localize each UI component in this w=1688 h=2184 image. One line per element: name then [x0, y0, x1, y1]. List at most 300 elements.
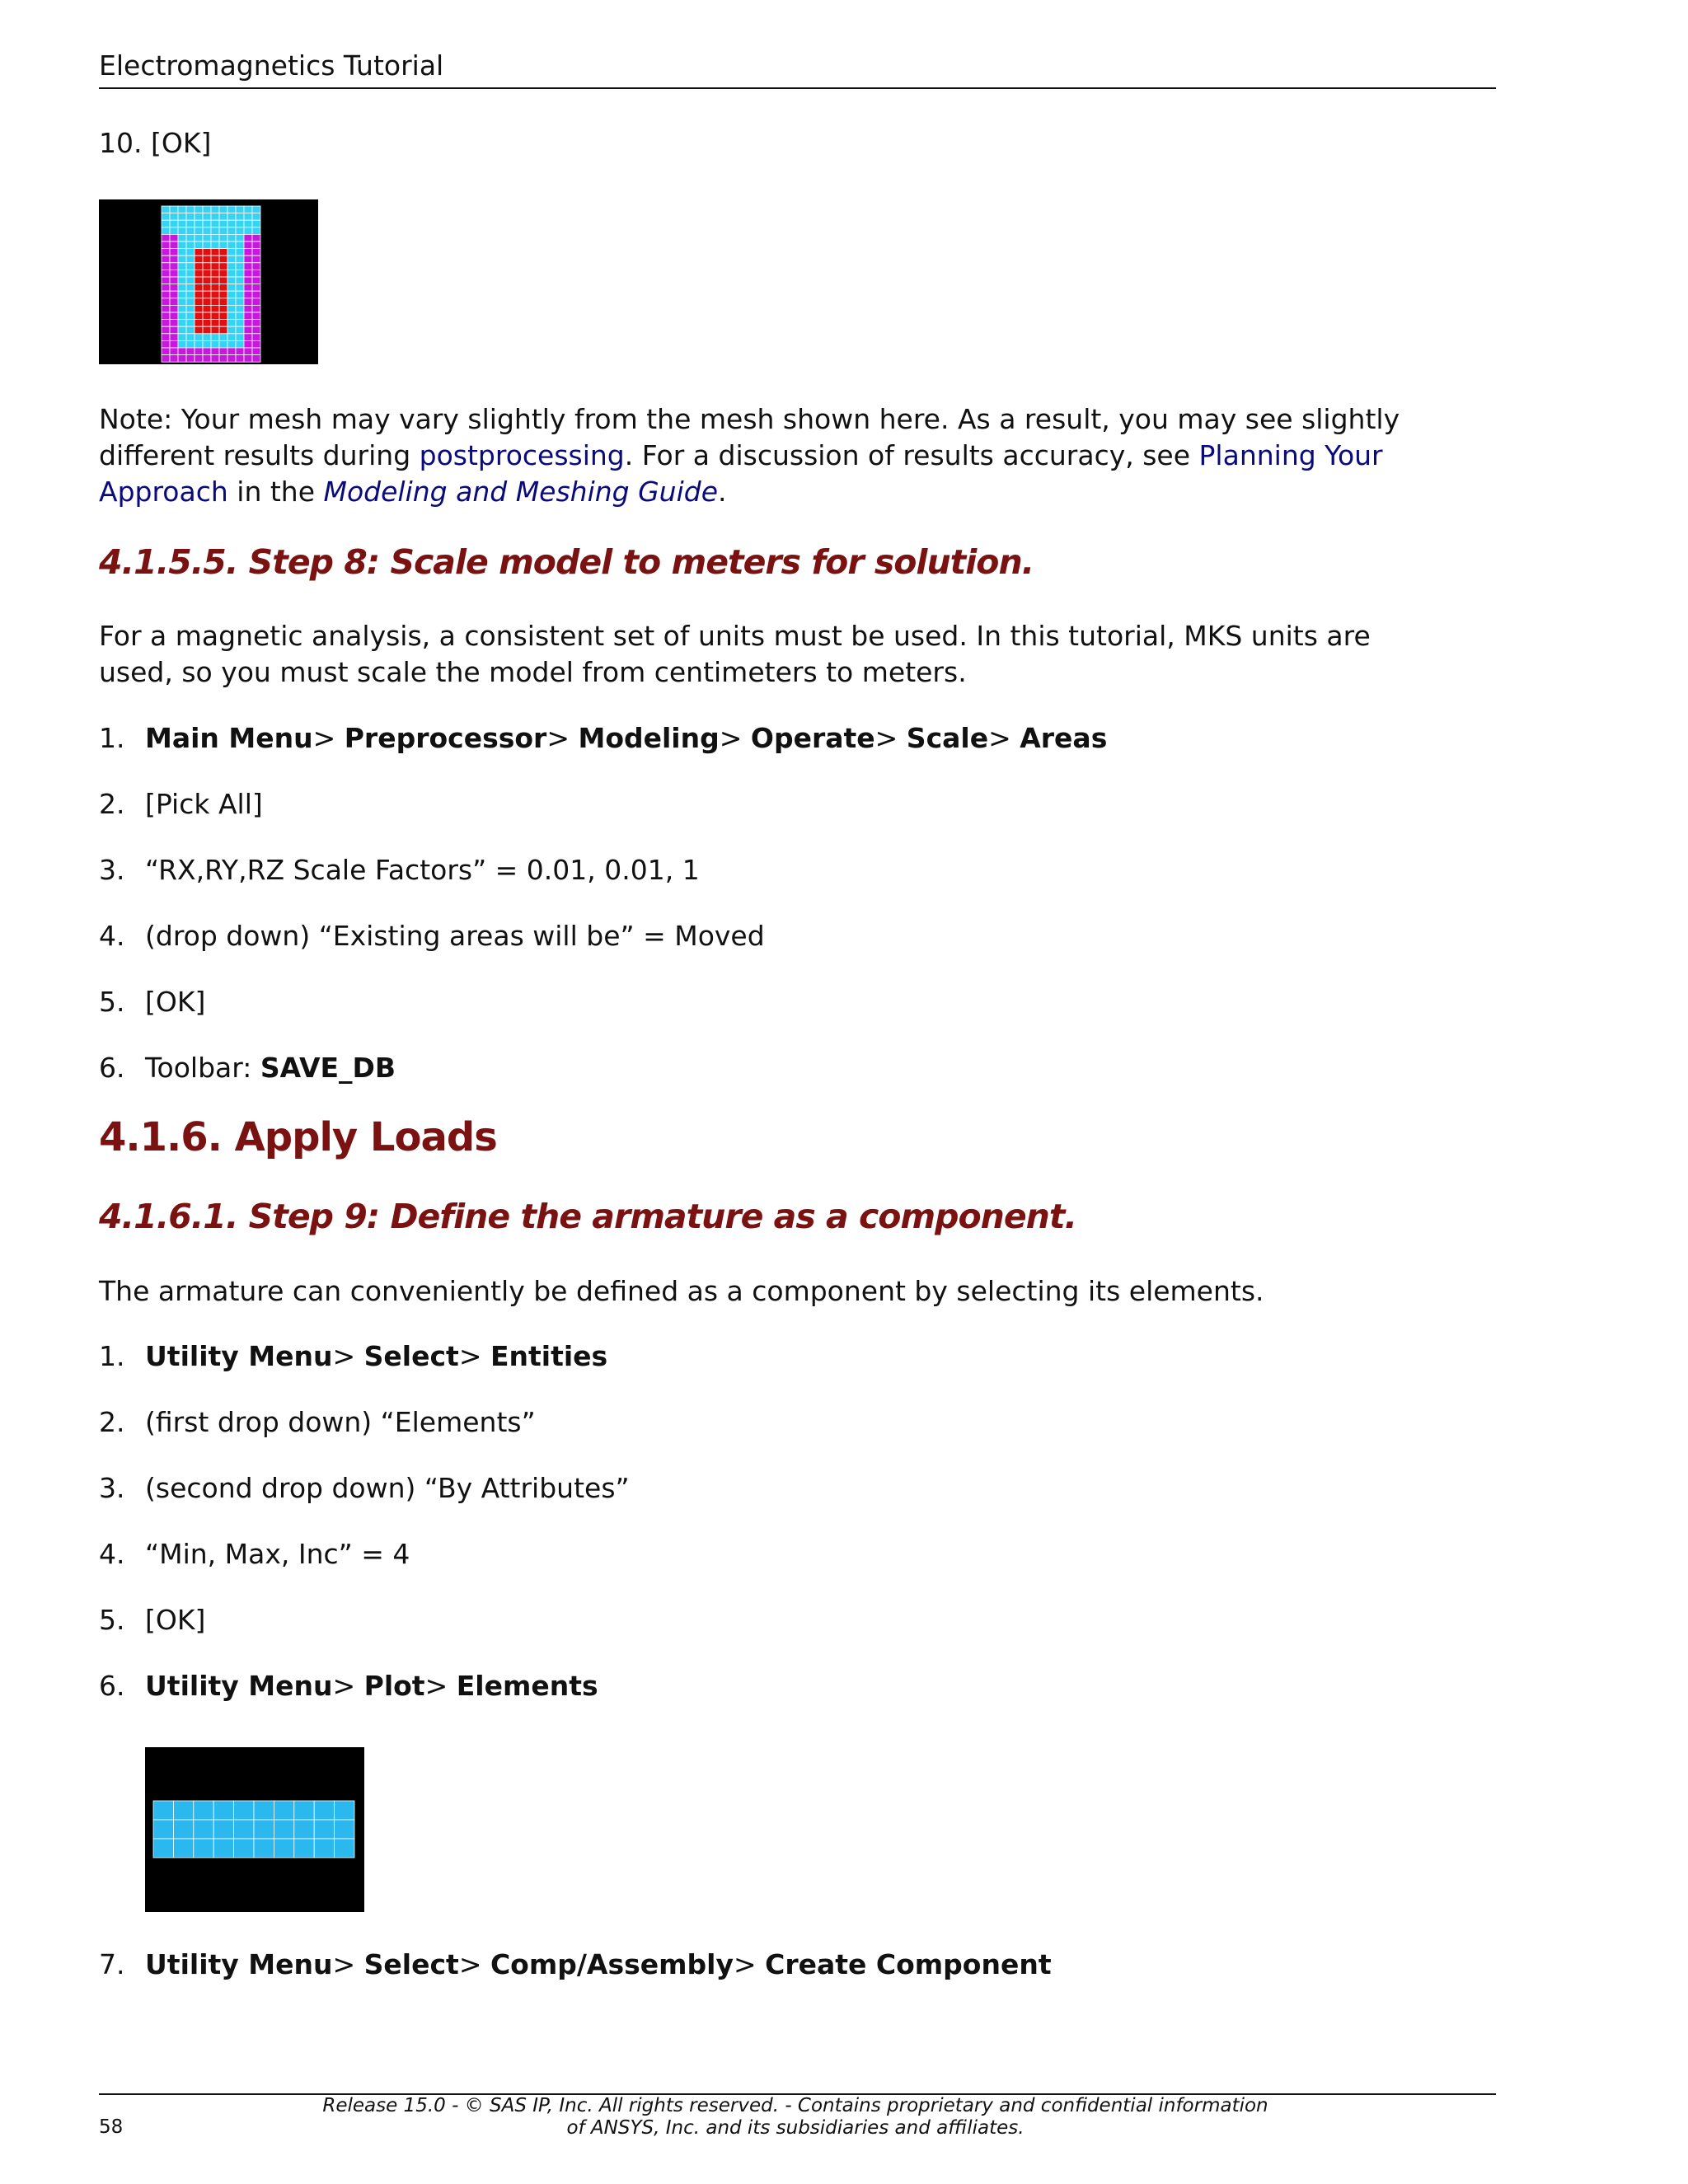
mesh-element — [219, 348, 227, 355]
mesh-element — [211, 298, 219, 306]
footer-notice — [247, 2095, 1343, 2139]
mesh-element — [170, 227, 178, 235]
mesh-element — [203, 348, 211, 355]
mesh-element — [186, 320, 195, 327]
mesh-element — [162, 326, 170, 334]
page-number: 58 — [99, 2116, 124, 2138]
mesh-element — [227, 334, 236, 341]
mesh-element — [236, 263, 244, 270]
mesh-element — [203, 249, 211, 256]
step-number: 4. — [99, 920, 125, 952]
menu-item: Areas — [1020, 722, 1108, 754]
armature-element — [153, 1820, 173, 1839]
step-text: (second drop down) “By Attributes” — [145, 1472, 630, 1504]
step-text: “RX,RY,RZ Scale Factors” = 0.01, 0.01, 1 — [145, 854, 700, 886]
mesh-element — [195, 241, 203, 249]
armature-element — [274, 1820, 293, 1839]
mesh-element — [195, 220, 203, 227]
armature-element — [254, 1839, 274, 1858]
mesh-element — [162, 227, 170, 235]
mesh-element — [236, 340, 244, 348]
note-text-2: . For a discussion of results accuracy, see — [624, 439, 1199, 471]
step-number: 5. — [99, 986, 125, 1018]
mesh-element — [203, 291, 211, 298]
mesh-element — [211, 340, 219, 348]
top-step: 10. [OK] — [99, 127, 212, 159]
mesh-element — [162, 334, 170, 341]
mesh-element — [178, 269, 186, 277]
mesh-element — [186, 298, 195, 306]
mesh-element — [227, 206, 236, 213]
mesh-element — [203, 277, 211, 284]
mesh-element — [170, 220, 178, 227]
mesh-element — [211, 305, 219, 312]
mesh-element — [244, 234, 252, 241]
step-text: (drop down) “Existing areas will be” = Moved — [145, 920, 765, 952]
mesh-element — [162, 263, 170, 270]
mesh-element — [186, 348, 195, 355]
mesh-element — [203, 263, 211, 270]
mesh-element — [244, 320, 252, 327]
mesh-element — [252, 255, 260, 263]
mesh-element — [252, 234, 260, 241]
mesh-element — [244, 334, 252, 341]
menu-path — [145, 722, 1107, 754]
menu-item: Elements — [456, 1670, 598, 1702]
mesh-element — [211, 269, 219, 277]
menu-sep: > — [458, 1948, 490, 1980]
mesh-element — [219, 320, 227, 327]
mesh-element — [178, 355, 186, 363]
mesh-element — [170, 249, 178, 256]
menu-sep: > — [733, 1948, 766, 1980]
armature-element — [213, 1839, 233, 1858]
mesh-element — [244, 305, 252, 312]
mesh-element — [219, 263, 227, 270]
mesh-element — [195, 263, 203, 270]
mesh-element — [252, 291, 260, 298]
mesh-element — [227, 320, 236, 327]
mesh-element — [170, 312, 178, 320]
mesh-element — [162, 298, 170, 306]
armature-element — [314, 1820, 334, 1839]
mesh-element — [252, 241, 260, 249]
menu-sep: > — [874, 722, 907, 754]
mesh-element — [162, 305, 170, 312]
mesh-element — [195, 213, 203, 221]
mesh-element — [244, 277, 252, 284]
mesh-element — [252, 305, 260, 312]
menu-item: Comp/Assembly — [490, 1948, 734, 1980]
mesh-element — [186, 284, 195, 292]
mesh-element — [203, 334, 211, 341]
mesh-element — [219, 206, 227, 213]
mesh-element — [178, 348, 186, 355]
mesh-element — [244, 348, 252, 355]
mesh-element — [203, 234, 211, 241]
mesh-element — [178, 340, 186, 348]
mesh-element — [236, 255, 244, 263]
menu-path — [145, 1340, 607, 1372]
mesh-element — [236, 291, 244, 298]
mesh-element — [211, 326, 219, 334]
mesh-element — [219, 312, 227, 320]
menu-item: Preprocessor — [344, 722, 547, 754]
armature-element — [294, 1820, 314, 1839]
mesh-element — [178, 284, 186, 292]
mesh-element — [162, 312, 170, 320]
mesh-element — [211, 284, 219, 292]
mesh-element — [252, 206, 260, 213]
footer-line-2: of ANSYS, Inc. and its subsidiaries and affiliates. — [566, 2117, 1025, 2139]
mesh-element — [211, 249, 219, 256]
mesh-element — [219, 277, 227, 284]
armature-element — [274, 1801, 293, 1820]
menu-item: Create Component — [765, 1948, 1052, 1980]
note-text-4: . — [718, 476, 727, 508]
mesh-element — [244, 340, 252, 348]
mesh-element — [252, 326, 260, 334]
mesh-element — [170, 334, 178, 341]
mesh-element — [244, 249, 252, 256]
mesh-element — [236, 241, 244, 249]
mesh-element — [252, 340, 260, 348]
menu-item: Select — [363, 1948, 459, 1980]
armature-element — [274, 1839, 293, 1858]
mesh-element — [203, 241, 211, 249]
mesh-element — [203, 227, 211, 235]
armature-element — [335, 1839, 354, 1858]
armature-element — [234, 1801, 254, 1820]
mesh-element — [252, 277, 260, 284]
armature-element — [194, 1839, 213, 1858]
armature-element — [194, 1801, 213, 1820]
step-text: [Pick All] — [145, 788, 263, 820]
menu-sep: > — [312, 722, 345, 754]
mesh-element — [186, 220, 195, 227]
mesh-element — [195, 269, 203, 277]
step-number: 6. — [99, 1670, 125, 1702]
mesh-element — [186, 326, 195, 334]
menu-sep: > — [332, 1340, 364, 1372]
mesh-element — [227, 355, 236, 363]
menu-sep: > — [988, 722, 1020, 754]
mesh-element — [195, 206, 203, 213]
armature-element — [234, 1839, 254, 1858]
mesh-element — [244, 241, 252, 249]
mesh-element — [219, 291, 227, 298]
mesh-element — [244, 291, 252, 298]
step-number: 3. — [99, 1472, 125, 1504]
mesh-element — [236, 305, 244, 312]
menu-item: Utility Menu — [145, 1948, 333, 1980]
mesh-element — [170, 291, 178, 298]
mesh-element — [236, 220, 244, 227]
mesh-element — [195, 340, 203, 348]
step-number: 1. — [99, 1340, 125, 1372]
mesh-element — [219, 340, 227, 348]
mesh-element — [244, 284, 252, 292]
mesh-element — [170, 284, 178, 292]
mesh-element — [236, 334, 244, 341]
step-number: 3. — [99, 854, 125, 886]
mesh-element — [203, 206, 211, 213]
running-header: Electromagnetics Tutorial — [99, 49, 444, 82]
mesh-element — [252, 263, 260, 270]
mesh-element — [252, 312, 260, 320]
mesh-element — [236, 269, 244, 277]
mesh-element — [219, 355, 227, 363]
mesh-element — [178, 213, 186, 221]
mesh-element — [211, 227, 219, 235]
mesh-element — [203, 269, 211, 277]
mesh-element — [195, 255, 203, 263]
mesh-element — [227, 284, 236, 292]
mesh-element — [162, 213, 170, 221]
step-text: “Min, Max, Inc” = 4 — [145, 1538, 410, 1570]
mesh-element — [227, 241, 236, 249]
mesh-element — [219, 255, 227, 263]
mesh-element — [170, 348, 178, 355]
mesh-element — [227, 255, 236, 263]
mesh-element — [244, 298, 252, 306]
armature-element — [213, 1820, 233, 1839]
mesh-element — [219, 234, 227, 241]
mesh-element — [227, 291, 236, 298]
mesh-element — [162, 284, 170, 292]
armature-element — [254, 1820, 274, 1839]
mesh-element — [186, 291, 195, 298]
modeling-guide-link[interactable]: Modeling and Meshing Guide — [323, 476, 718, 508]
mesh-element — [252, 334, 260, 341]
mesh-element — [219, 227, 227, 235]
mesh-element — [203, 312, 211, 320]
mesh-element — [236, 355, 244, 363]
mesh-element — [211, 213, 219, 221]
mesh-element — [227, 277, 236, 284]
mesh-element — [162, 255, 170, 263]
mesh-element — [227, 227, 236, 235]
menu-item: Modeling — [578, 722, 720, 754]
step-number: 2. — [99, 1406, 125, 1438]
mesh-element — [236, 320, 244, 327]
menu-item: Plot — [363, 1670, 425, 1702]
step-number: 4. — [99, 1538, 125, 1570]
mesh-element — [252, 348, 260, 355]
footer-line-1: Release 15.0 - © SAS IP, Inc. All rights reserved. - Contains proprietary and confidential information — [322, 2095, 1268, 2116]
save-db-label: SAVE_DB — [260, 1052, 396, 1084]
mesh-element — [211, 291, 219, 298]
mesh-element — [178, 220, 186, 227]
mesh-element — [236, 234, 244, 241]
armature-plot — [145, 1747, 364, 1912]
armature-element — [173, 1801, 193, 1820]
mesh-element — [162, 291, 170, 298]
mesh-element — [195, 277, 203, 284]
mesh-element — [195, 312, 203, 320]
mesh-element — [178, 227, 186, 235]
mesh-element — [211, 255, 219, 263]
mesh-element — [170, 277, 178, 284]
mesh-element — [178, 305, 186, 312]
mesh-element — [170, 234, 178, 241]
mesh-element — [186, 213, 195, 221]
mesh-element — [195, 326, 203, 334]
mesh-element — [227, 305, 236, 312]
mesh-element — [170, 269, 178, 277]
mesh-element — [162, 234, 170, 241]
mesh-element — [252, 298, 260, 306]
mesh-element — [236, 326, 244, 334]
mesh-element — [219, 305, 227, 312]
menu-item: Utility Menu — [145, 1670, 333, 1702]
menu-sep: > — [332, 1948, 364, 1980]
step-number: 6. — [99, 1052, 125, 1084]
mesh-element — [170, 298, 178, 306]
mesh-element — [162, 355, 170, 363]
mesh-element — [162, 348, 170, 355]
mesh-element — [162, 277, 170, 284]
menu-path — [145, 1948, 1052, 1980]
mesh-element — [195, 249, 203, 256]
mesh-element — [203, 340, 211, 348]
mesh-element — [186, 206, 195, 213]
armature-element — [314, 1839, 334, 1858]
mesh-element — [219, 334, 227, 341]
planning-approach-link[interactable]: Planning Your Approach — [99, 439, 1383, 508]
mesh-element — [170, 320, 178, 327]
mesh-element — [227, 263, 236, 270]
menu-path — [145, 1670, 598, 1702]
mesh-element — [236, 312, 244, 320]
mesh-element — [170, 255, 178, 263]
mesh-element — [211, 355, 219, 363]
armature-figure — [145, 1747, 364, 1912]
menu-item: Select — [363, 1340, 459, 1372]
mesh-element — [195, 355, 203, 363]
mesh-element — [195, 234, 203, 241]
mesh-element — [170, 340, 178, 348]
mesh-element — [219, 326, 227, 334]
menu-sep: > — [424, 1670, 457, 1702]
armature-element — [153, 1839, 173, 1858]
mesh-element — [178, 249, 186, 256]
mesh-element — [211, 312, 219, 320]
mesh-element — [252, 227, 260, 235]
mesh-element — [186, 255, 195, 263]
postprocessing-link[interactable]: postprocessing — [419, 439, 625, 471]
mesh-element — [170, 213, 178, 221]
armature-element — [335, 1801, 354, 1820]
mesh-element — [178, 320, 186, 327]
mesh-element — [244, 269, 252, 277]
mesh-element — [244, 220, 252, 227]
mesh-element — [178, 263, 186, 270]
mesh-element — [178, 334, 186, 341]
mesh-element — [211, 277, 219, 284]
step-number: 7. — [99, 1948, 125, 1980]
mesh-element — [236, 213, 244, 221]
mesh-element — [219, 249, 227, 256]
armature-element — [314, 1801, 334, 1820]
mesh-element — [186, 355, 195, 363]
armature-element — [294, 1839, 314, 1858]
mesh-element — [236, 298, 244, 306]
mesh-element — [186, 340, 195, 348]
mesh-element — [236, 348, 244, 355]
mesh-element — [219, 213, 227, 221]
mesh-element — [195, 284, 203, 292]
mesh-element — [211, 206, 219, 213]
mesh-element — [162, 241, 170, 249]
mesh-element — [186, 334, 195, 341]
step-text: [OK] — [145, 986, 206, 1018]
step-number: 1. — [99, 722, 125, 754]
mesh-element — [236, 206, 244, 213]
mesh-element — [162, 249, 170, 256]
mesh-element — [252, 269, 260, 277]
menu-sep: > — [332, 1670, 364, 1702]
mesh-element — [252, 220, 260, 227]
step8-intro: For a magnetic analysis, a consistent set of units must be used. In this tutorial, MKS units are used, so you must scale the model from centimeters to meters. — [99, 620, 1371, 688]
mesh-element — [162, 269, 170, 277]
mesh-element — [211, 334, 219, 341]
mesh-element — [227, 312, 236, 320]
mesh-element — [203, 220, 211, 227]
mesh-element — [236, 249, 244, 256]
mesh-element — [170, 263, 178, 270]
mesh-element — [203, 298, 211, 306]
mesh-element — [170, 206, 178, 213]
mesh-element — [252, 355, 260, 363]
mesh-element — [178, 234, 186, 241]
menu-item: Operate — [750, 722, 875, 754]
mesh-element — [186, 277, 195, 284]
mesh-element — [211, 263, 219, 270]
mesh-element — [186, 234, 195, 241]
mesh-element — [227, 220, 236, 227]
menu-sep: > — [719, 722, 751, 754]
step-text — [145, 1052, 396, 1084]
mesh-element — [162, 220, 170, 227]
mesh-element — [211, 320, 219, 327]
mesh-element — [178, 255, 186, 263]
note-text-3: in the — [227, 476, 324, 508]
mesh-element — [203, 320, 211, 327]
mesh-figure — [99, 199, 318, 364]
mesh-element — [195, 227, 203, 235]
armature-element — [254, 1801, 274, 1820]
mesh-element — [244, 255, 252, 263]
note-paragraph — [99, 401, 1451, 510]
mesh-element — [219, 284, 227, 292]
mesh-element — [170, 326, 178, 334]
mesh-element — [195, 305, 203, 312]
heading-step9: 4.1.6.1. Step 9: Define the armature as a component. — [99, 1197, 1077, 1236]
mesh-element — [162, 340, 170, 348]
mesh-element — [227, 269, 236, 277]
header-rule — [99, 87, 1496, 89]
mesh-element — [219, 269, 227, 277]
mesh-element — [203, 305, 211, 312]
menu-item: Scale — [906, 722, 989, 754]
mesh-element — [195, 320, 203, 327]
step-text: (first drop down) “Elements” — [145, 1406, 536, 1438]
heading-apply-loads: 4.1.6. Apply Loads — [99, 1114, 497, 1160]
mesh-element — [203, 255, 211, 263]
armature-element — [234, 1820, 254, 1839]
mesh-element — [227, 213, 236, 221]
